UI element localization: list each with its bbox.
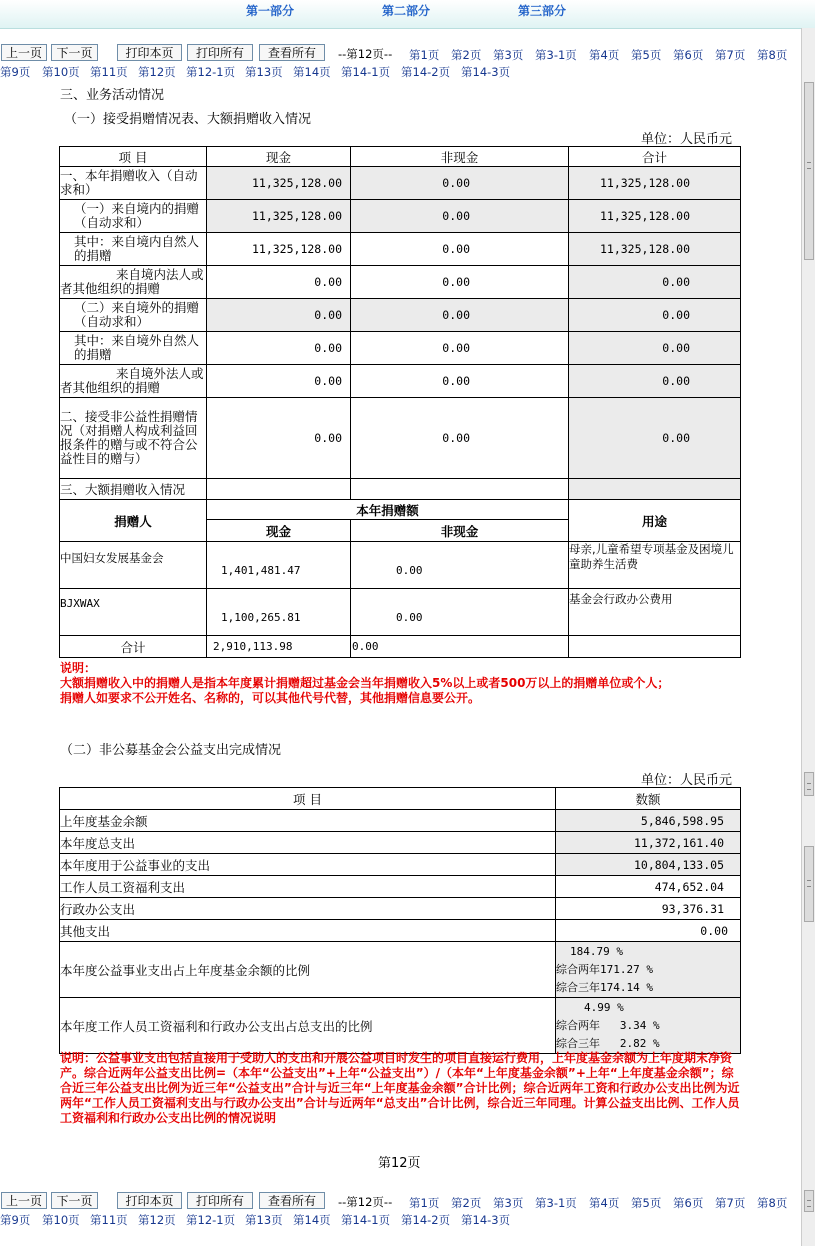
top-nav-bar: [0, 0, 815, 29]
ratio-value: 4.99 %: [584, 1000, 624, 1014]
total-cell: 0.00: [569, 332, 741, 365]
donor-name: 中国妇女发展基金会: [60, 542, 207, 589]
sum-row: [60, 636, 741, 658]
table-row: [60, 167, 741, 200]
noncash-cell: 0.00: [351, 200, 569, 233]
page-link[interactable]: 第14-1页: [341, 1213, 391, 1227]
amount-header: 本年捐赠额: [207, 500, 569, 520]
total-cell: 11,325,128.00: [569, 200, 741, 233]
print-all-button[interactable]: 打印所有: [187, 44, 253, 61]
page-link[interactable]: 第12-1页: [186, 65, 236, 79]
note1-title: 说明：: [60, 661, 97, 675]
next-page-button[interactable]: 下一页: [51, 44, 98, 61]
header-cell: 现金: [207, 147, 351, 167]
page-number-footer: 第12页: [378, 1156, 421, 1171]
ratio-value-2y: 综合两年171.27 %: [556, 962, 653, 976]
view-all-button[interactable]: 查看所有: [259, 44, 325, 61]
page-link[interactable]: 第9页: [0, 65, 31, 79]
use-header: 用途: [569, 500, 741, 542]
cash-header: 现金: [207, 520, 351, 542]
note1: [60, 661, 740, 706]
ratio-value-3y: 综合三年 2.82 %: [556, 1036, 660, 1050]
page-link[interactable]: 第4页: [589, 1196, 620, 1210]
ratio-row: [60, 998, 741, 1054]
value-cell: 0.00: [556, 920, 741, 942]
scrollbar-thumb[interactable]: [804, 82, 814, 260]
page-link[interactable]: 第14-2页: [401, 65, 451, 79]
table-row: [60, 898, 741, 920]
row-label: 一、本年捐赠收入（自动求和）: [60, 167, 207, 200]
page-link[interactable]: 第10页: [42, 65, 80, 79]
row-label: （一）来自境内的捐赠（自动求和）: [60, 200, 207, 233]
cash-cell: 0.00: [207, 299, 351, 332]
noncash-header: 非现金: [351, 520, 569, 542]
print-page-button[interactable]: 打印本页: [117, 1192, 182, 1209]
page-link[interactable]: 第7页: [715, 1196, 746, 1210]
view-all-button[interactable]: 查看所有: [259, 1192, 325, 1209]
page-link[interactable]: 第12-1页: [186, 1213, 236, 1227]
page-link[interactable]: 第14-3页: [461, 1213, 511, 1227]
value-cell: 11,372,161.40: [556, 832, 741, 854]
sum-cash: 2,910,113.98: [207, 636, 351, 658]
page-link[interactable]: 第12页: [138, 1213, 176, 1227]
row-label: 行政办公支出: [60, 898, 556, 920]
donor-row: [60, 542, 741, 589]
page-link[interactable]: 第14页: [293, 1213, 331, 1227]
page-link[interactable]: 第7页: [715, 48, 746, 62]
row-label: 来自境内法人或者其他组织的捐赠: [60, 266, 207, 299]
page-link[interactable]: 第14页: [293, 65, 331, 79]
page-link[interactable]: 第2页: [451, 48, 482, 62]
donor-use: 母亲,儿童希望专项基金及困境儿童助养生活费: [569, 542, 741, 589]
print-page-button[interactable]: 打印本页: [117, 44, 182, 61]
table-row: [60, 810, 741, 832]
prev-page-button[interactable]: 上一页: [1, 1192, 47, 1209]
row-label: 工作人员工资福利支出: [60, 876, 556, 898]
cash-cell: 11,325,128.00: [207, 233, 351, 266]
page-link[interactable]: 第8页: [757, 1196, 788, 1210]
donor-name: BJXWAX: [60, 589, 207, 636]
table-row: [60, 233, 741, 266]
row-label: 本年度总支出: [60, 832, 556, 854]
unit-label-2: 单位：人民币元: [641, 773, 733, 788]
table-row: [60, 398, 741, 479]
page-link[interactable]: 第3-1页: [535, 1196, 577, 1210]
value-cell: 5,846,598.95: [556, 810, 741, 832]
total-cell: 0.00: [569, 299, 741, 332]
page-link[interactable]: 第5页: [631, 48, 662, 62]
note2: 说明：公益事业支出包括直接用于受助人的支出和开展公益项目时发生的项目直接运行费用，上年度基金余额为上年度期末净资产。综合近两年公益支出比例=（本年“公益支出”+上年“公益支出”）/（本年“上年度基金余额”+上年“上年度基金余额”；综合近三年公益支出比例为近三年“公益支出”合计与近三年“上年度基金余额”合计比例；综合近两年工资和行政办公支出比例为近两年“工作人员工资福利支出与行政办公支出”合计与近两年“总支出”合计比例，综合近三年同理。计算公益支出比例、工作人员工资福利和行政办公支出比例的情况说明: [60, 1051, 740, 1125]
page-link[interactable]: 第14-2页: [401, 1213, 451, 1227]
sum-label: 合计: [60, 636, 207, 658]
scrollbar-thumb-marker[interactable]: [804, 1190, 814, 1212]
scrollbar-thumb-marker[interactable]: [804, 772, 814, 796]
donor-header: 捐赠人: [60, 500, 207, 542]
note1-line2: 捐赠人如要求不公开姓名、名称的，可以其他代号代替，其他捐赠信息要公开。: [60, 691, 481, 705]
page-link[interactable]: 第6页: [673, 48, 704, 62]
page-link[interactable]: 第3页: [493, 1196, 524, 1210]
donor-use: 基金会行政办公费用: [569, 589, 741, 636]
donor-row: [60, 589, 741, 636]
row-label: 其中：来自境外自然人的捐赠: [60, 332, 207, 365]
table-row: [60, 332, 741, 365]
note1-line1: 大额捐赠收入中的捐赠人是指本年度累计捐赠超过基金会当年捐赠收入5%以上或者500万以上的捐赠单位或个人；: [60, 676, 670, 690]
ratio-label: 本年度公益事业支出占上年度基金余额的比例: [60, 942, 556, 998]
scrollbar-thumb-marker[interactable]: [804, 846, 814, 922]
large-donation-title: 三、大额捐赠收入情况: [60, 479, 207, 500]
total-cell: 0.00: [569, 365, 741, 398]
total-cell: 0.00: [569, 398, 741, 479]
page-link[interactable]: 第13页: [245, 1213, 283, 1227]
donor-cash: 1,401,481.47: [207, 542, 351, 589]
donation-table: [59, 146, 741, 658]
table-row: [60, 299, 741, 332]
table-row: [60, 266, 741, 299]
value-cell: 10,804,133.05: [556, 854, 741, 876]
print-all-button[interactable]: 打印所有: [187, 1192, 253, 1209]
table-row: [60, 876, 741, 898]
noncash-cell: 0.00: [351, 233, 569, 266]
subsection-title: （一）接受捐赠情况表、大额捐赠收入情况: [64, 112, 312, 127]
page-link[interactable]: 第4页: [589, 48, 620, 62]
cash-cell: 0.00: [207, 266, 351, 299]
table-row: [60, 920, 741, 942]
row-label: 上年度基金余额: [60, 810, 556, 832]
row-label: 本年度用于公益事业的支出: [60, 854, 556, 876]
ratio-label: 本年度工作人员工资福利和行政办公支出占总支出的比例: [60, 998, 556, 1054]
cash-cell: 0.00: [207, 332, 351, 365]
noncash-cell: 0.00: [351, 299, 569, 332]
subsection-title-2: （二）非公募基金会公益支出完成情况: [60, 743, 282, 758]
page-link[interactable]: 第3页: [493, 48, 524, 62]
ratio-values: [556, 942, 741, 998]
nav-part2-link[interactable]: 第二部分: [382, 4, 431, 18]
noncash-cell: 0.00: [351, 398, 569, 479]
noncash-cell: 0.00: [351, 365, 569, 398]
current-page-indicator: --第12页--: [338, 1195, 393, 1209]
row-label: 二、接受非公益性捐赠情况（对捐赠人构成利益回报条件的赠与或不符合公益性目的赠与）: [60, 398, 207, 479]
page-link[interactable]: 第6页: [673, 1196, 704, 1210]
value-cell: 474,652.04: [556, 876, 741, 898]
ratio-value-3y: 综合三年174.14 %: [556, 980, 653, 994]
ratio-value-2y: 综合两年 3.34 %: [556, 1018, 660, 1032]
page-link[interactable]: 第1页: [409, 48, 440, 62]
table-row: [60, 854, 741, 876]
page-link[interactable]: 第9页: [0, 1213, 31, 1227]
table-row: [60, 200, 741, 233]
noncash-cell: 0.00: [351, 266, 569, 299]
sum-noncash: 0.00: [351, 636, 569, 658]
scrollbar[interactable]: [801, 28, 815, 1246]
value-cell: 93,376.31: [556, 898, 741, 920]
row-label: 来自境外法人或者其他组织的捐赠: [60, 365, 207, 398]
unit-label: 单位：人民币元: [641, 132, 733, 147]
expense-table: [59, 787, 741, 1054]
total-cell: 0.00: [569, 266, 741, 299]
row-label: （二）来自境外的捐赠（自动求和）: [60, 299, 207, 332]
nav-part1-link[interactable]: 第一部分: [246, 4, 295, 18]
row-label: 其中：来自境内自然人的捐赠: [60, 233, 207, 266]
next-page-button[interactable]: 下一页: [51, 1192, 98, 1209]
cash-cell: 11,325,128.00: [207, 200, 351, 233]
cash-cell: 0.00: [207, 398, 351, 479]
page-link[interactable]: 第11页: [90, 1213, 128, 1227]
donor-noncash: 0.00: [351, 589, 569, 636]
current-page-indicator: --第12页--: [338, 47, 393, 61]
total-cell: 11,325,128.00: [569, 233, 741, 266]
page-link[interactable]: 第13页: [245, 65, 283, 79]
page-link[interactable]: 第5页: [631, 1196, 662, 1210]
header-cell: 项 目: [60, 147, 207, 167]
nav-part3-link[interactable]: 第三部分: [518, 4, 567, 18]
page-link[interactable]: 第11页: [90, 65, 128, 79]
ratio-values: [556, 998, 741, 1054]
noncash-cell: 0.00: [351, 167, 569, 200]
noncash-cell: 0.00: [351, 332, 569, 365]
page-link[interactable]: 第10页: [42, 1213, 80, 1227]
page-link[interactable]: 第8页: [757, 48, 788, 62]
page-link[interactable]: 第14-1页: [341, 65, 391, 79]
section-title: 三、业务活动情况: [60, 88, 165, 103]
total-cell: 11,325,128.00: [569, 167, 741, 200]
header-cell: 数额: [556, 788, 741, 810]
ratio-row: [60, 942, 741, 998]
ratio-value: 184.79 %: [570, 944, 623, 958]
row-label: 其他支出: [60, 920, 556, 942]
page-link[interactable]: 第2页: [451, 1196, 482, 1210]
donor-cash: 1,100,265.81: [207, 589, 351, 636]
page-link[interactable]: 第3-1页: [535, 48, 577, 62]
donor-noncash: 0.00: [351, 542, 569, 589]
page-link[interactable]: 第14-3页: [461, 65, 511, 79]
page-link[interactable]: 第12页: [138, 65, 176, 79]
page-link[interactable]: 第1页: [409, 1196, 440, 1210]
header-cell: 项 目: [60, 788, 556, 810]
prev-page-button[interactable]: 上一页: [1, 44, 47, 61]
header-cell: 合计: [569, 147, 741, 167]
cash-cell: 11,325,128.00: [207, 167, 351, 200]
header-cell: 非现金: [351, 147, 569, 167]
table-row: [60, 365, 741, 398]
cash-cell: 0.00: [207, 365, 351, 398]
table-row: [60, 832, 741, 854]
